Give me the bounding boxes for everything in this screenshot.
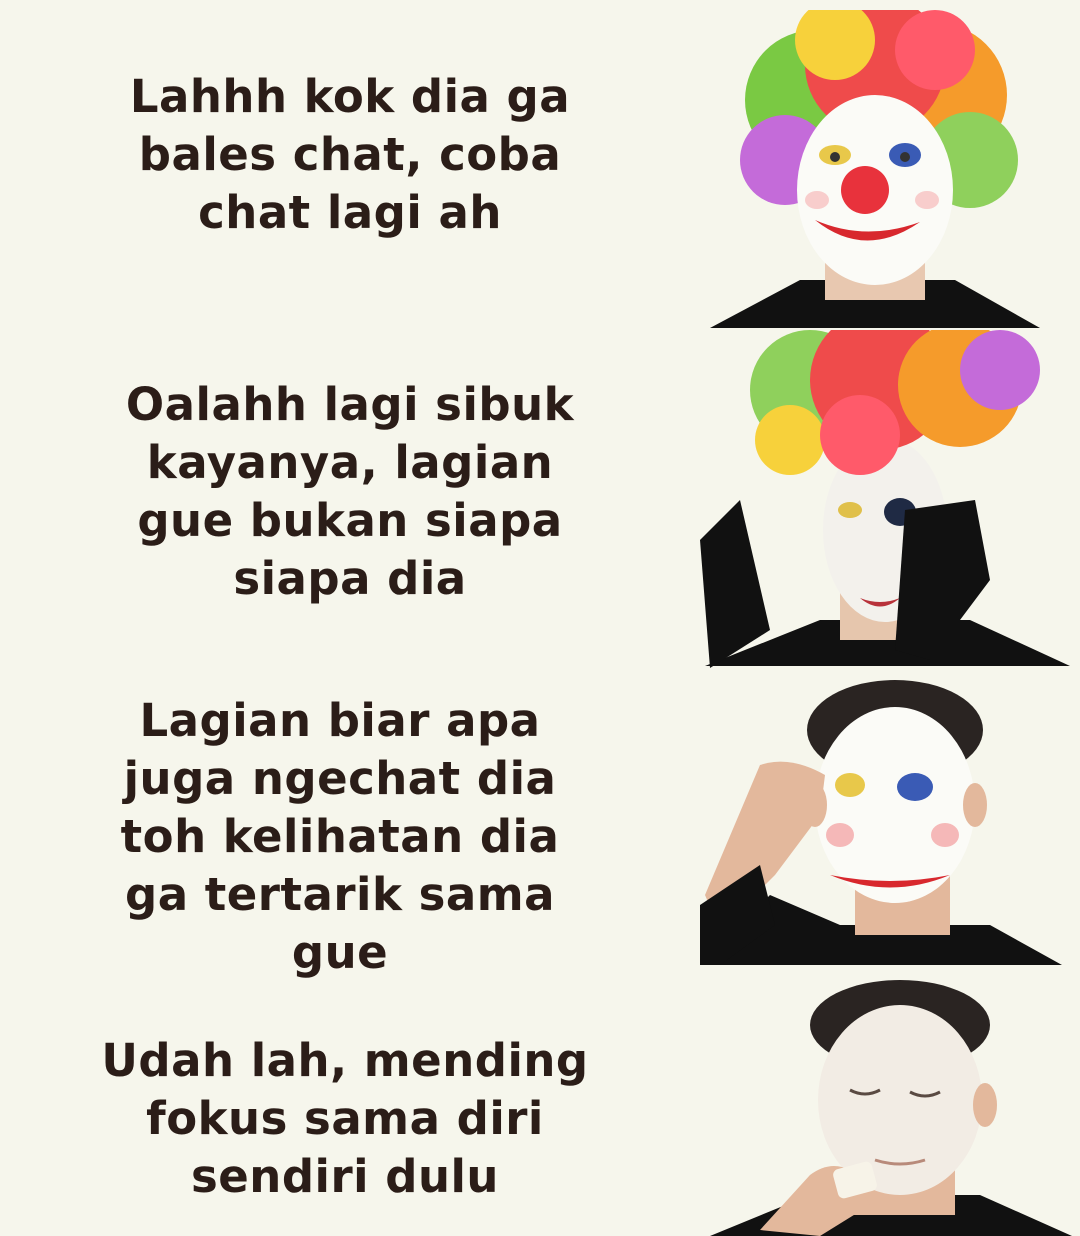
panel-4-caption: Udah lah, mending fokus sama diri sendiri dulu bbox=[101, 1034, 589, 1203]
face-paint-image bbox=[700, 675, 1065, 967]
meme-panel-4 bbox=[0, 970, 1080, 1236]
panel-3-caption: Lagian biar apa juga ngechat dia toh kelihatan dia ga tertarik sama gue bbox=[120, 694, 560, 979]
panel-1-caption: Lahhh kok dia ga bales chat, coba chat lagi ah bbox=[129, 70, 571, 239]
clown-nose-1 bbox=[841, 166, 889, 214]
meme-panel-2 bbox=[0, 330, 1080, 670]
full-clown-image bbox=[705, 10, 1045, 330]
meme-panel-1 bbox=[0, 0, 1080, 330]
wig-on-image bbox=[700, 330, 1075, 668]
white-base-image bbox=[700, 970, 1075, 1236]
meme-panel-3 bbox=[0, 670, 1080, 979]
panel-2-caption: Oalahh lagi sibuk kayanya, lagian gue bukan siapa siapa dia bbox=[125, 378, 575, 605]
